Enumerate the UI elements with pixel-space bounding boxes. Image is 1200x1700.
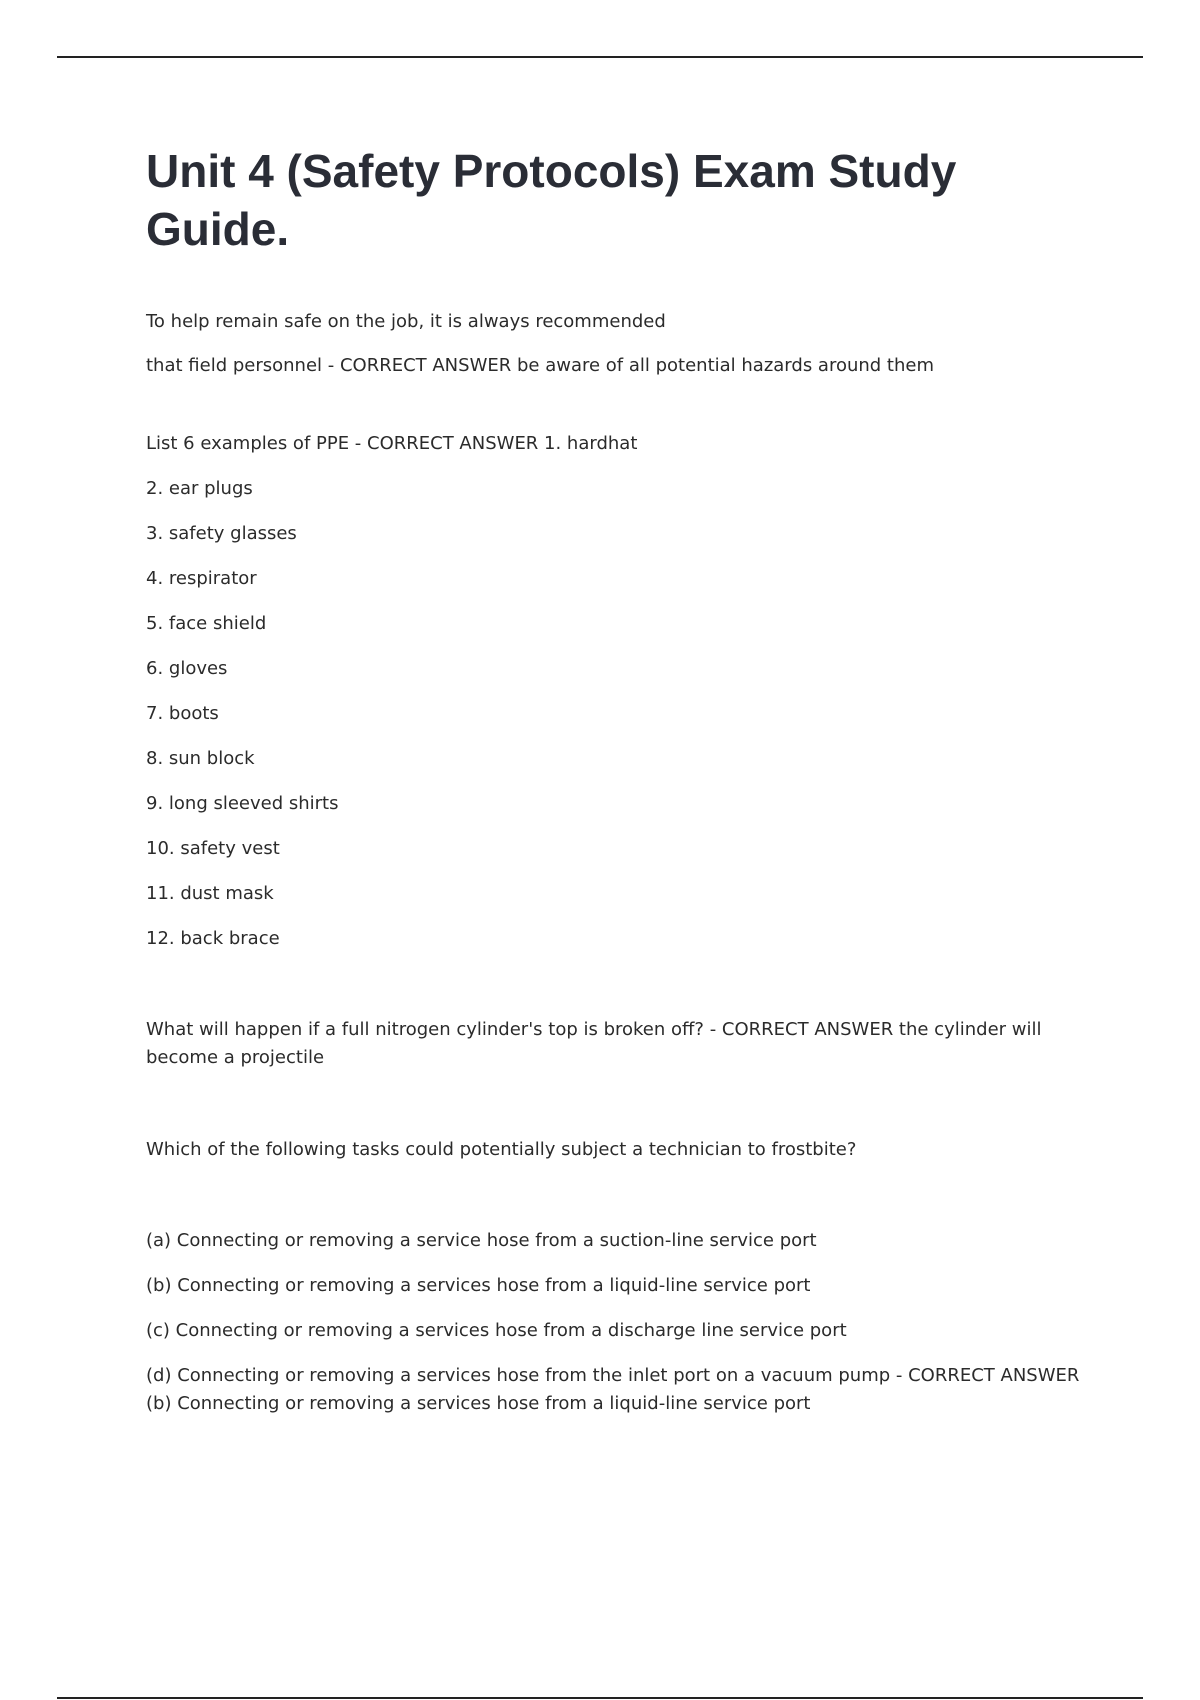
bottom-rule [57, 1697, 1143, 1699]
list-item: 10. safety vest [146, 838, 280, 859]
list-item: 9. long sleeved shirts [146, 793, 339, 814]
answer-option: (a) Connecting or removing a service hose from a suction-line service port [146, 1230, 817, 1251]
list-item: 3. safety glasses [146, 523, 297, 544]
top-rule [57, 56, 1143, 58]
list-item: 7. boots [146, 703, 219, 724]
q3-text: What will happen if a full nitrogen cylinder's top is broken off? - CORRECT ANSWER the cylinder will become a projectile [146, 1019, 1042, 1068]
list-item: 4. respirator [146, 568, 257, 589]
list-item: 2. ear plugs [146, 478, 253, 499]
page-title: Unit 4 (Safety Protocols) Exam Study Guide. [146, 145, 957, 255]
list-item: 12. back brace [146, 928, 280, 949]
answer-option-last: (d) Connecting or removing a services hose from the inlet port on a vacuum pump - CORRECT ANSWER [146, 1365, 1080, 1386]
answer-option: (c) Connecting or removing a services hose from a discharge line service port [146, 1320, 847, 1341]
ppe-prompt: List 6 examples of PPE - CORRECT ANSWER 1. hardhat [146, 433, 638, 454]
correct-answer: (b) Connecting or removing a services hose from a liquid-line service port [146, 1393, 811, 1414]
document-body [146, 142, 1086, 1418]
q1-line-1: To help remain safe on the job, it is always recommended [146, 311, 666, 332]
list-item: 5. face shield [146, 613, 267, 634]
list-item: 8. sun block [146, 748, 255, 769]
list-item: 6. gloves [146, 658, 228, 679]
list-item: 11. dust mask [146, 883, 274, 904]
q4-question: Which of the following tasks could potentially subject a technician to frostbite? [146, 1139, 857, 1160]
answer-option: (b) Connecting or removing a services hose from a liquid-line service port [146, 1275, 811, 1296]
q1-line-2: that field personnel - CORRECT ANSWER be aware of all potential hazards around them [146, 355, 935, 376]
